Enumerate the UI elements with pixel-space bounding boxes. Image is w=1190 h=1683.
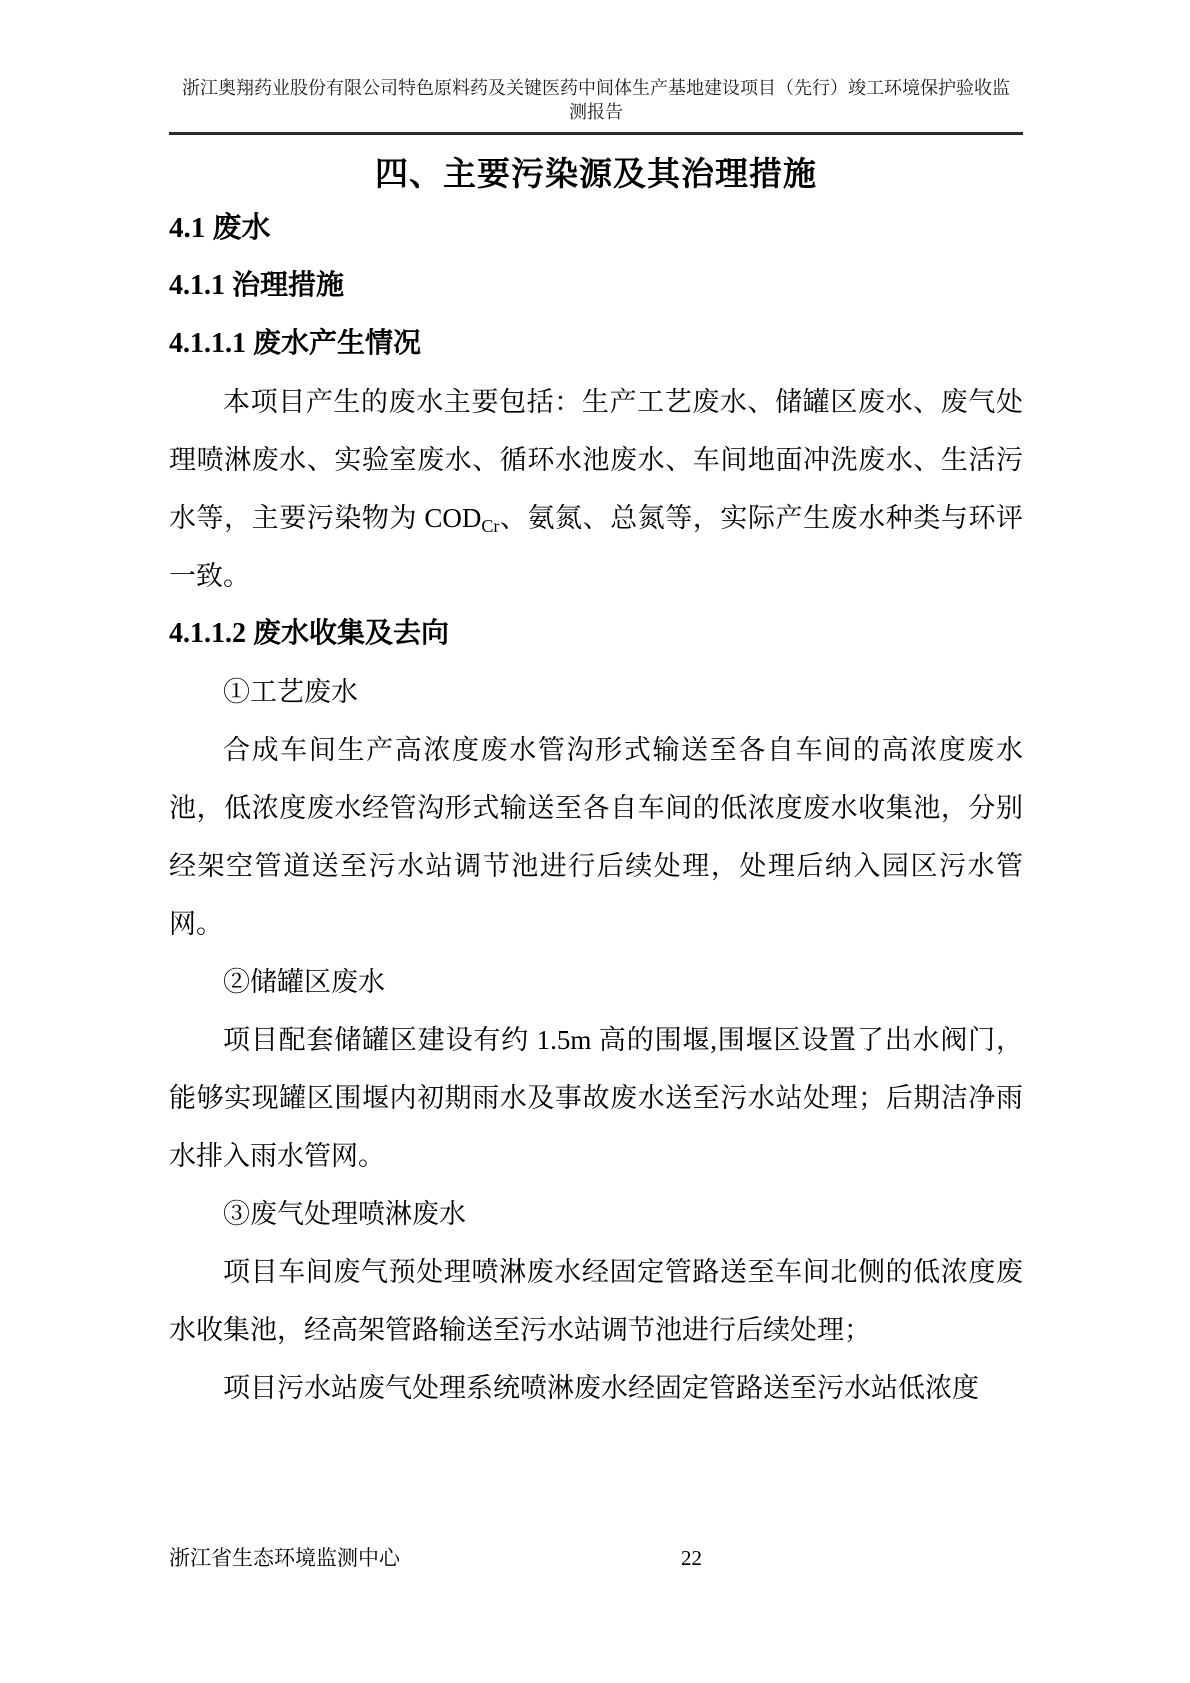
page-footer xyxy=(169,1545,1023,1571)
paragraph-tank-farm-wastewater: 项目配套储罐区建设有约 1.5m 高的围堰,围堰区设置了出水阀门，能够实现罐区围堰内初期雨水及事故废水送至污水站处理；后期洁净雨水排入雨水管网。 xyxy=(169,1025,1023,1171)
heading-4-1-1: 4.1.1 治理措施 xyxy=(169,270,345,301)
page-header xyxy=(169,76,1023,124)
item-label-process-wastewater: ①工艺废水 xyxy=(223,677,358,707)
page-title: 四、主要污染源及其治理措施 xyxy=(375,157,817,193)
p1-text-after-cod: 、氨氮、总氮等，实际产生废水种类与环评一致。 xyxy=(169,503,1024,591)
footer-organization: 浙江省生态环境监测中心 xyxy=(169,1546,400,1570)
page-number: 22 xyxy=(681,1546,702,1570)
paragraph-spray-wastewater: 项目车间废气预处理喷淋废水经固定管路送至车间北侧的低浓度废水收集池，经高架管路输送至污水站调节池进行后续处理； xyxy=(169,1257,1023,1345)
heading-4-1-1-2: 4.1.1.2 废水收集及去向 xyxy=(169,618,450,649)
header-line-2: 测报告 xyxy=(569,102,623,122)
item-label-spray-wastewater: ③废气处理喷淋废水 xyxy=(223,1199,466,1229)
p1-text-before-cod: 本项目产生的废水主要包括：生产工艺废水、储罐区废水、废气处理喷淋废水、实验室废水、循环水池废水、车间地面冲洗废水、生活污水等，主要污染物为 xyxy=(169,387,1023,533)
header-divider xyxy=(169,132,1023,135)
paragraph-wastewater-overview xyxy=(169,373,1023,605)
heading-4-1-1-1: 4.1.1.1 废水产生情况 xyxy=(169,328,422,359)
cod-label: COD xyxy=(424,503,482,533)
paragraph-process-wastewater: 合成车间生产高浓度废水管沟形式输送至各自车间的高浓度废水池，低浓度废水经管沟形式输送至各自车间的低浓度废水收集池，分别经架空管道送至污水站调节池进行后续处理，处理后纳入园区污水管网。 xyxy=(169,735,1023,939)
paragraph-sewage-station-spray: 项目污水站废气处理系统喷淋废水经固定管路送至污水站低浓度 xyxy=(223,1373,979,1403)
item-label-tank-farm-wastewater: ②储罐区废水 xyxy=(223,967,385,997)
header-line-1: 浙江奥翔药业股份有限公司特色原料药及关键医药中间体生产基地建设项目（先行）竣工环境保护验收监 xyxy=(182,78,1010,98)
cod-subscript: Cr xyxy=(481,516,500,536)
heading-4-1: 4.1 废水 xyxy=(169,212,271,244)
